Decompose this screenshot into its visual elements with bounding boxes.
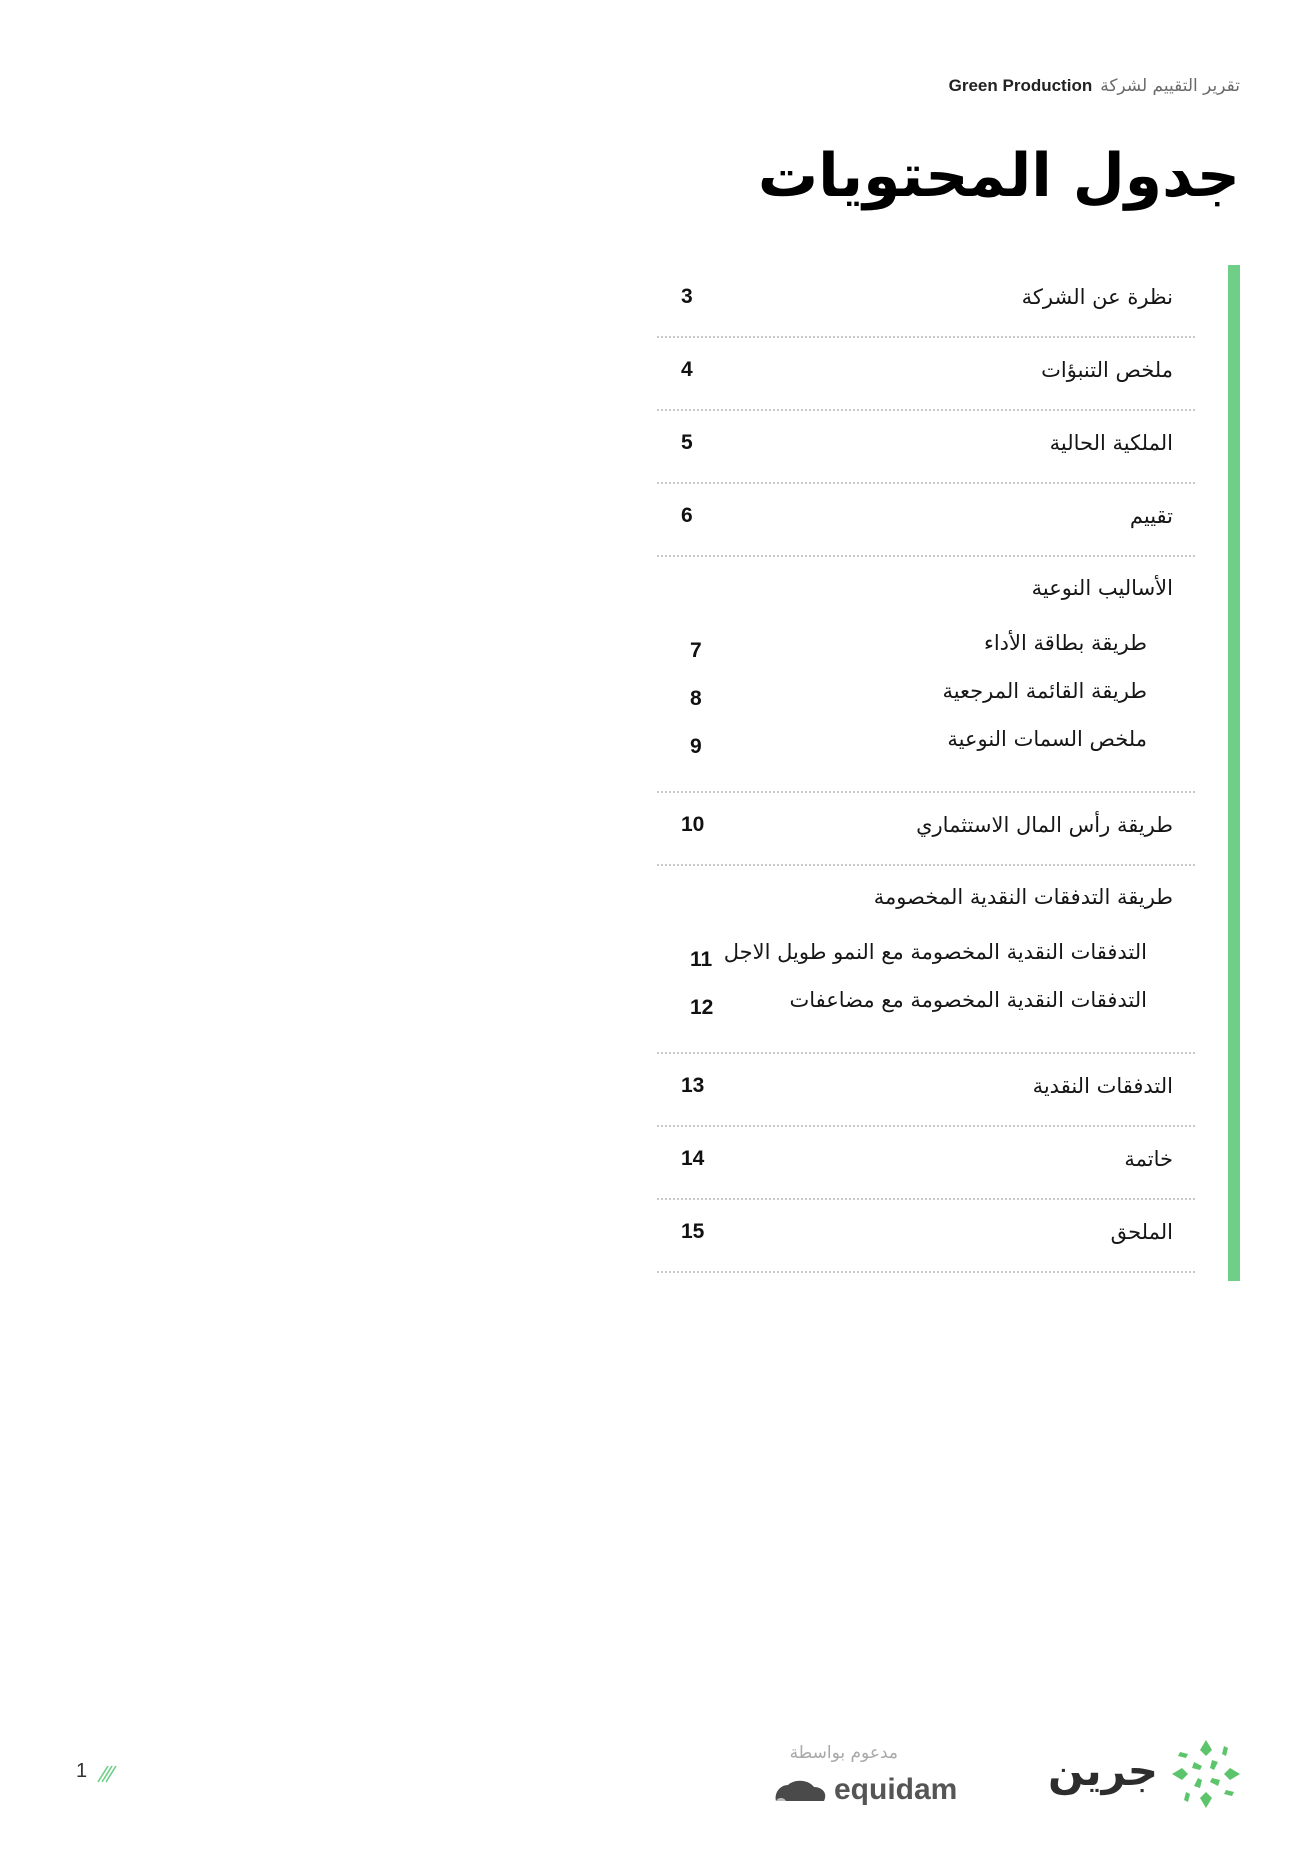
- toc-subentry-title: التدفقات النقدية المخصومة مع النمو طويل الاجل: [723, 940, 1147, 964]
- equidam-logo: [772, 1773, 958, 1809]
- toc-entry-title: الأساليب النوعية: [1031, 576, 1173, 600]
- toc-subentry[interactable]: [657, 934, 1195, 982]
- toc-subentry[interactable]: [657, 721, 1195, 769]
- toc-accent-bar: [1228, 265, 1240, 1281]
- page-title: جدول المحتويات: [757, 141, 1240, 211]
- page-number: 1: [76, 1760, 88, 1782]
- toc-group-heading: [657, 866, 1195, 934]
- toc-entry-title: طريقة رأس المال الاستثماري: [916, 813, 1173, 837]
- toc-subentry[interactable]: [657, 982, 1195, 1030]
- toc-page-number: 3: [681, 285, 693, 308]
- toc-page-number: 8: [690, 687, 702, 710]
- powered-by: [772, 1743, 958, 1813]
- toc-page-number: 11: [690, 948, 713, 971]
- toc-entry[interactable]: [657, 1054, 1195, 1127]
- brand-logo-icon: [1172, 1740, 1240, 1808]
- brand-wordmark: جرين: [1048, 1746, 1158, 1795]
- toc-page-number: 4: [681, 358, 693, 381]
- toc-entry-title: ملخص التنبؤات: [1041, 358, 1173, 382]
- toc-group-heading: [657, 557, 1195, 625]
- toc-subentry[interactable]: [657, 673, 1195, 721]
- toc-page-number: 14: [681, 1147, 705, 1170]
- toc-subentry-title: طريقة القائمة المرجعية: [942, 679, 1147, 703]
- toc-subentry-title: طريقة بطاقة الأداء: [983, 631, 1147, 655]
- header-label: تقرير التقييم لشركة: [1100, 76, 1240, 96]
- toc-subentry-title: التدفقات النقدية المخصومة مع مضاعفات: [789, 988, 1147, 1012]
- hatch-mark-icon: [96, 1762, 118, 1784]
- powered-by-label: مدعوم بواسطة: [789, 1743, 898, 1763]
- toc-entry-title: الملكية الحالية: [1049, 431, 1173, 455]
- toc-entry-title: التدفقات النقدية: [1032, 1074, 1173, 1098]
- toc-group[interactable]: [657, 866, 1195, 1054]
- toc-entry[interactable]: [657, 484, 1195, 557]
- toc-entry[interactable]: [657, 1200, 1195, 1273]
- toc-page-number: 7: [690, 639, 702, 662]
- toc-entry[interactable]: [657, 338, 1195, 411]
- toc-entry[interactable]: [657, 1127, 1195, 1200]
- toc-page-number: 12: [690, 996, 714, 1019]
- toc-entry-title: الملحق: [1110, 1220, 1173, 1244]
- toc-group-spacer: [657, 769, 1195, 791]
- toc-group[interactable]: [657, 557, 1195, 793]
- toc-group-spacer: [657, 1030, 1195, 1052]
- brand-logo: [1048, 1740, 1240, 1810]
- toc-entry-title: نظرة عن الشركة: [1021, 285, 1173, 309]
- toc-subentry-title: ملخص السمات النوعية: [947, 727, 1147, 751]
- equidam-wordmark: equidam: [834, 1773, 958, 1806]
- toc-page-number: 6: [681, 504, 693, 527]
- toc-page-number: 15: [681, 1220, 705, 1243]
- toc-page-number: 5: [681, 431, 693, 454]
- toc-page-number: 13: [681, 1074, 705, 1097]
- toc-entry-title: خاتمة: [1124, 1147, 1173, 1171]
- toc-entry[interactable]: [657, 265, 1195, 338]
- toc-entry[interactable]: [657, 793, 1195, 866]
- toc-entry-title: تقييم: [1129, 504, 1173, 528]
- toc-subentry[interactable]: [657, 625, 1195, 673]
- toc-page-number: 10: [681, 813, 705, 836]
- toc-entry[interactable]: [657, 411, 1195, 484]
- header-company: Green Production: [948, 76, 1093, 95]
- report-header: [640, 76, 1240, 96]
- table-of-contents: [657, 265, 1195, 1273]
- toc-page-number: 9: [690, 735, 702, 758]
- equidam-logo-icon: [772, 1775, 828, 1809]
- toc-entry-title: طريقة التدفقات النقدية المخصومة: [873, 885, 1173, 909]
